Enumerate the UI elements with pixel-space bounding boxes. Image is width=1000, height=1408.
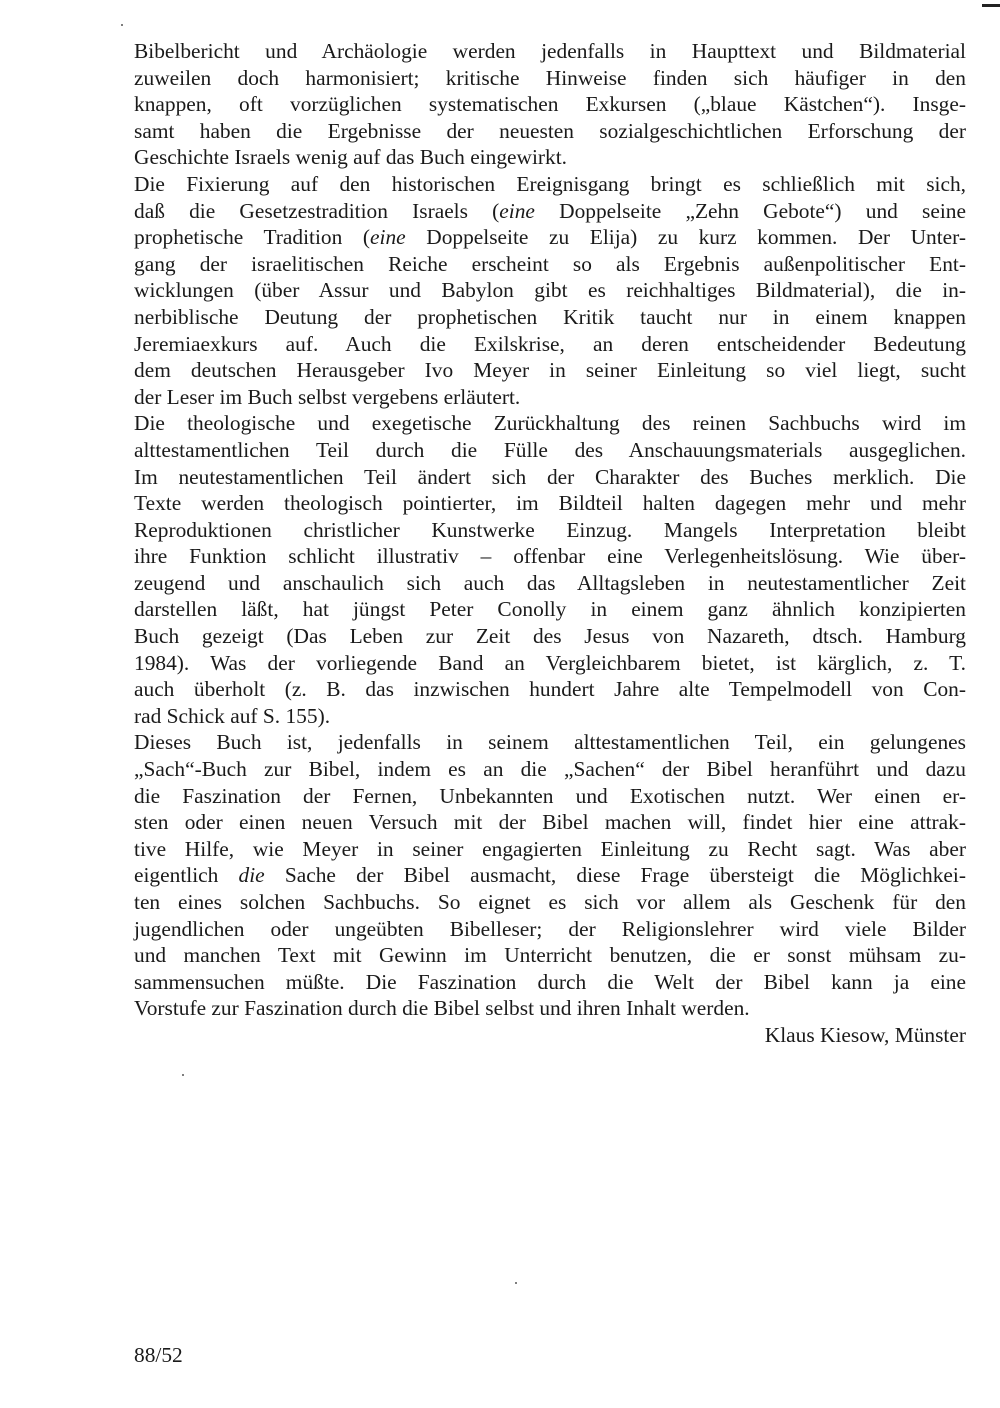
text-line: rad Schick auf S. 155). (134, 703, 331, 728)
text-line: und manchen Text mit Gewinn im Unterricht benutzen, die er sonst mühsam zu- (134, 943, 966, 968)
text-line: jugendlichen oder ungeübten Bibelleser; der Religionslehrer wird viele Bilder (134, 916, 966, 941)
text-line: knappen, oft vorzüglichen systematischen Exkursen („blaue Kästchen“). Insge- (134, 92, 966, 117)
text-line: Reproduktionen christlicher Kunstwerke Einzug. Mangels Interpretation bleibt (134, 517, 966, 542)
text-line: prophetische Tradition (eine Doppelseite zu Elija) zu kurz kommen. Der Unter- (134, 225, 966, 250)
author-signature: Klaus Kiesow, Münster (764, 1022, 966, 1047)
text-line: Bibelbericht und Archäologie werden jedenfalls in Haupttext und Bildmaterial (134, 39, 966, 63)
page-number: 88/52 (134, 1343, 183, 1367)
paragraph (134, 171, 966, 410)
scan-speck (515, 1282, 517, 1284)
text-line: eigentlich die Sache der Bibel ausmacht, diese Frage übersteigt die Möglichkei- (134, 863, 966, 888)
article-body (134, 38, 966, 1049)
text-line: Dieses Buch ist, jedenfalls in seinem alttestamentlichen Teil, ein gelungenes (134, 730, 966, 755)
emphasis: die (238, 863, 265, 888)
text-line: Jeremiaexkurs auf. Auch die Exilskrise, an deren entscheidender Bedeutung (134, 331, 966, 356)
text-line: Texte werden theologisch pointierter, im Bildteil halten dagegen mehr und mehr (134, 491, 966, 516)
text-line: tive Hilfe, wie Meyer in seiner engagierten Einleitung zu Recht sagt. Was aber (134, 836, 966, 861)
text-line: ten eines solchen Sachbuchs. So eignet es sich vor allem als Geschenk für den (134, 890, 966, 914)
text-line: die Faszination der Fernen, Unbekannten und Exotischen nutzt. Wer einen er- (134, 783, 966, 808)
text-line: ihre Funktion schlicht illustrativ – offenbar eine Verlegenheitslösung. Wie über- (134, 544, 966, 569)
text-line: sammensuchen müßte. Die Faszination durch die Welt der Bibel kann ja eine (134, 969, 966, 994)
emphasis: eine (499, 198, 535, 223)
text-line: wicklungen (über Assur und Babylon gibt es reichhaltiges Bildmaterial), die in- (134, 278, 966, 303)
scan-edge-mark (982, 4, 1000, 7)
text-line: der Leser im Buch selbst vergebens erläutert. (134, 384, 521, 409)
text-line: gang der israelitischen Reiche erscheint so als Ergebnis außenpolitischer Ent- (134, 251, 966, 276)
text-line: Die Fixierung auf den historischen Ereignisgang bringt es schließlich mit sich, (134, 171, 966, 196)
text-line: alttestamentlichen Teil durch die Fülle des Anschauungsmaterials ausgeglichen. (134, 437, 966, 462)
text-line: zuweilen doch harmonisiert; kritische Hinweise finden sich häufiger in den (134, 65, 966, 90)
text-line: 1984). Was der vorliegende Band an Vergleichbarem bietet, ist kärglich, z. T. (134, 650, 966, 675)
text-line: nerbiblische Deutung der prophetischen Kritik taucht nur in einem knappen (134, 304, 966, 329)
emphasis: eine (370, 225, 406, 250)
text-line: Im neutestamentlichen Teil ändert sich der Charakter des Buches merklich. Die (134, 464, 966, 489)
text-line: zeugend und anschaulich sich auch das Alltagsleben in neutestamentlicher Zeit (134, 570, 966, 595)
paragraph (134, 410, 966, 729)
paragraph (134, 38, 966, 171)
text-line: sten oder einen neuen Versuch mit der Bibel machen will, findet hier eine attrak- (134, 810, 966, 835)
text-line: Geschichte Israels wenig auf das Buch eingewirkt. (134, 145, 568, 170)
scan-speck (182, 1074, 184, 1076)
text-line: samt haben die Ergebnisse der neuesten sozialgeschichtlichen Erforschung der (134, 118, 966, 143)
text-line: „Sach“-Buch zur Bibel, indem es an die „Sachen“ der Bibel heranführt und dazu (134, 757, 966, 782)
text-line: Vorstufe zur Faszination durch die Bibel selbst und ihren Inhalt werden. (134, 996, 750, 1021)
text-line: Die theologische und exegetische Zurückhaltung des reinen Sachbuchs wird im (134, 411, 966, 436)
text-line: auch überholt (z. B. das inzwischen hundert Jahre alte Tempelmodell von Con- (134, 677, 966, 702)
paragraph (134, 729, 966, 1022)
text-line: dem deutschen Herausgeber Ivo Meyer in seiner Einleitung so viel liegt, sucht (134, 358, 966, 383)
scan-speck (121, 24, 123, 26)
text-line: Buch gezeigt (Das Leben zur Zeit des Jesus von Nazareth, dtsch. Hamburg (134, 624, 966, 649)
text-line: daß die Gesetzestradition Israels (eine Doppelseite „Zehn Gebote“) und seine (134, 198, 966, 223)
text-line: darstellen läßt, hat jüngst Peter Conolly in einem ganz ähnlich konzipierten (134, 597, 966, 622)
